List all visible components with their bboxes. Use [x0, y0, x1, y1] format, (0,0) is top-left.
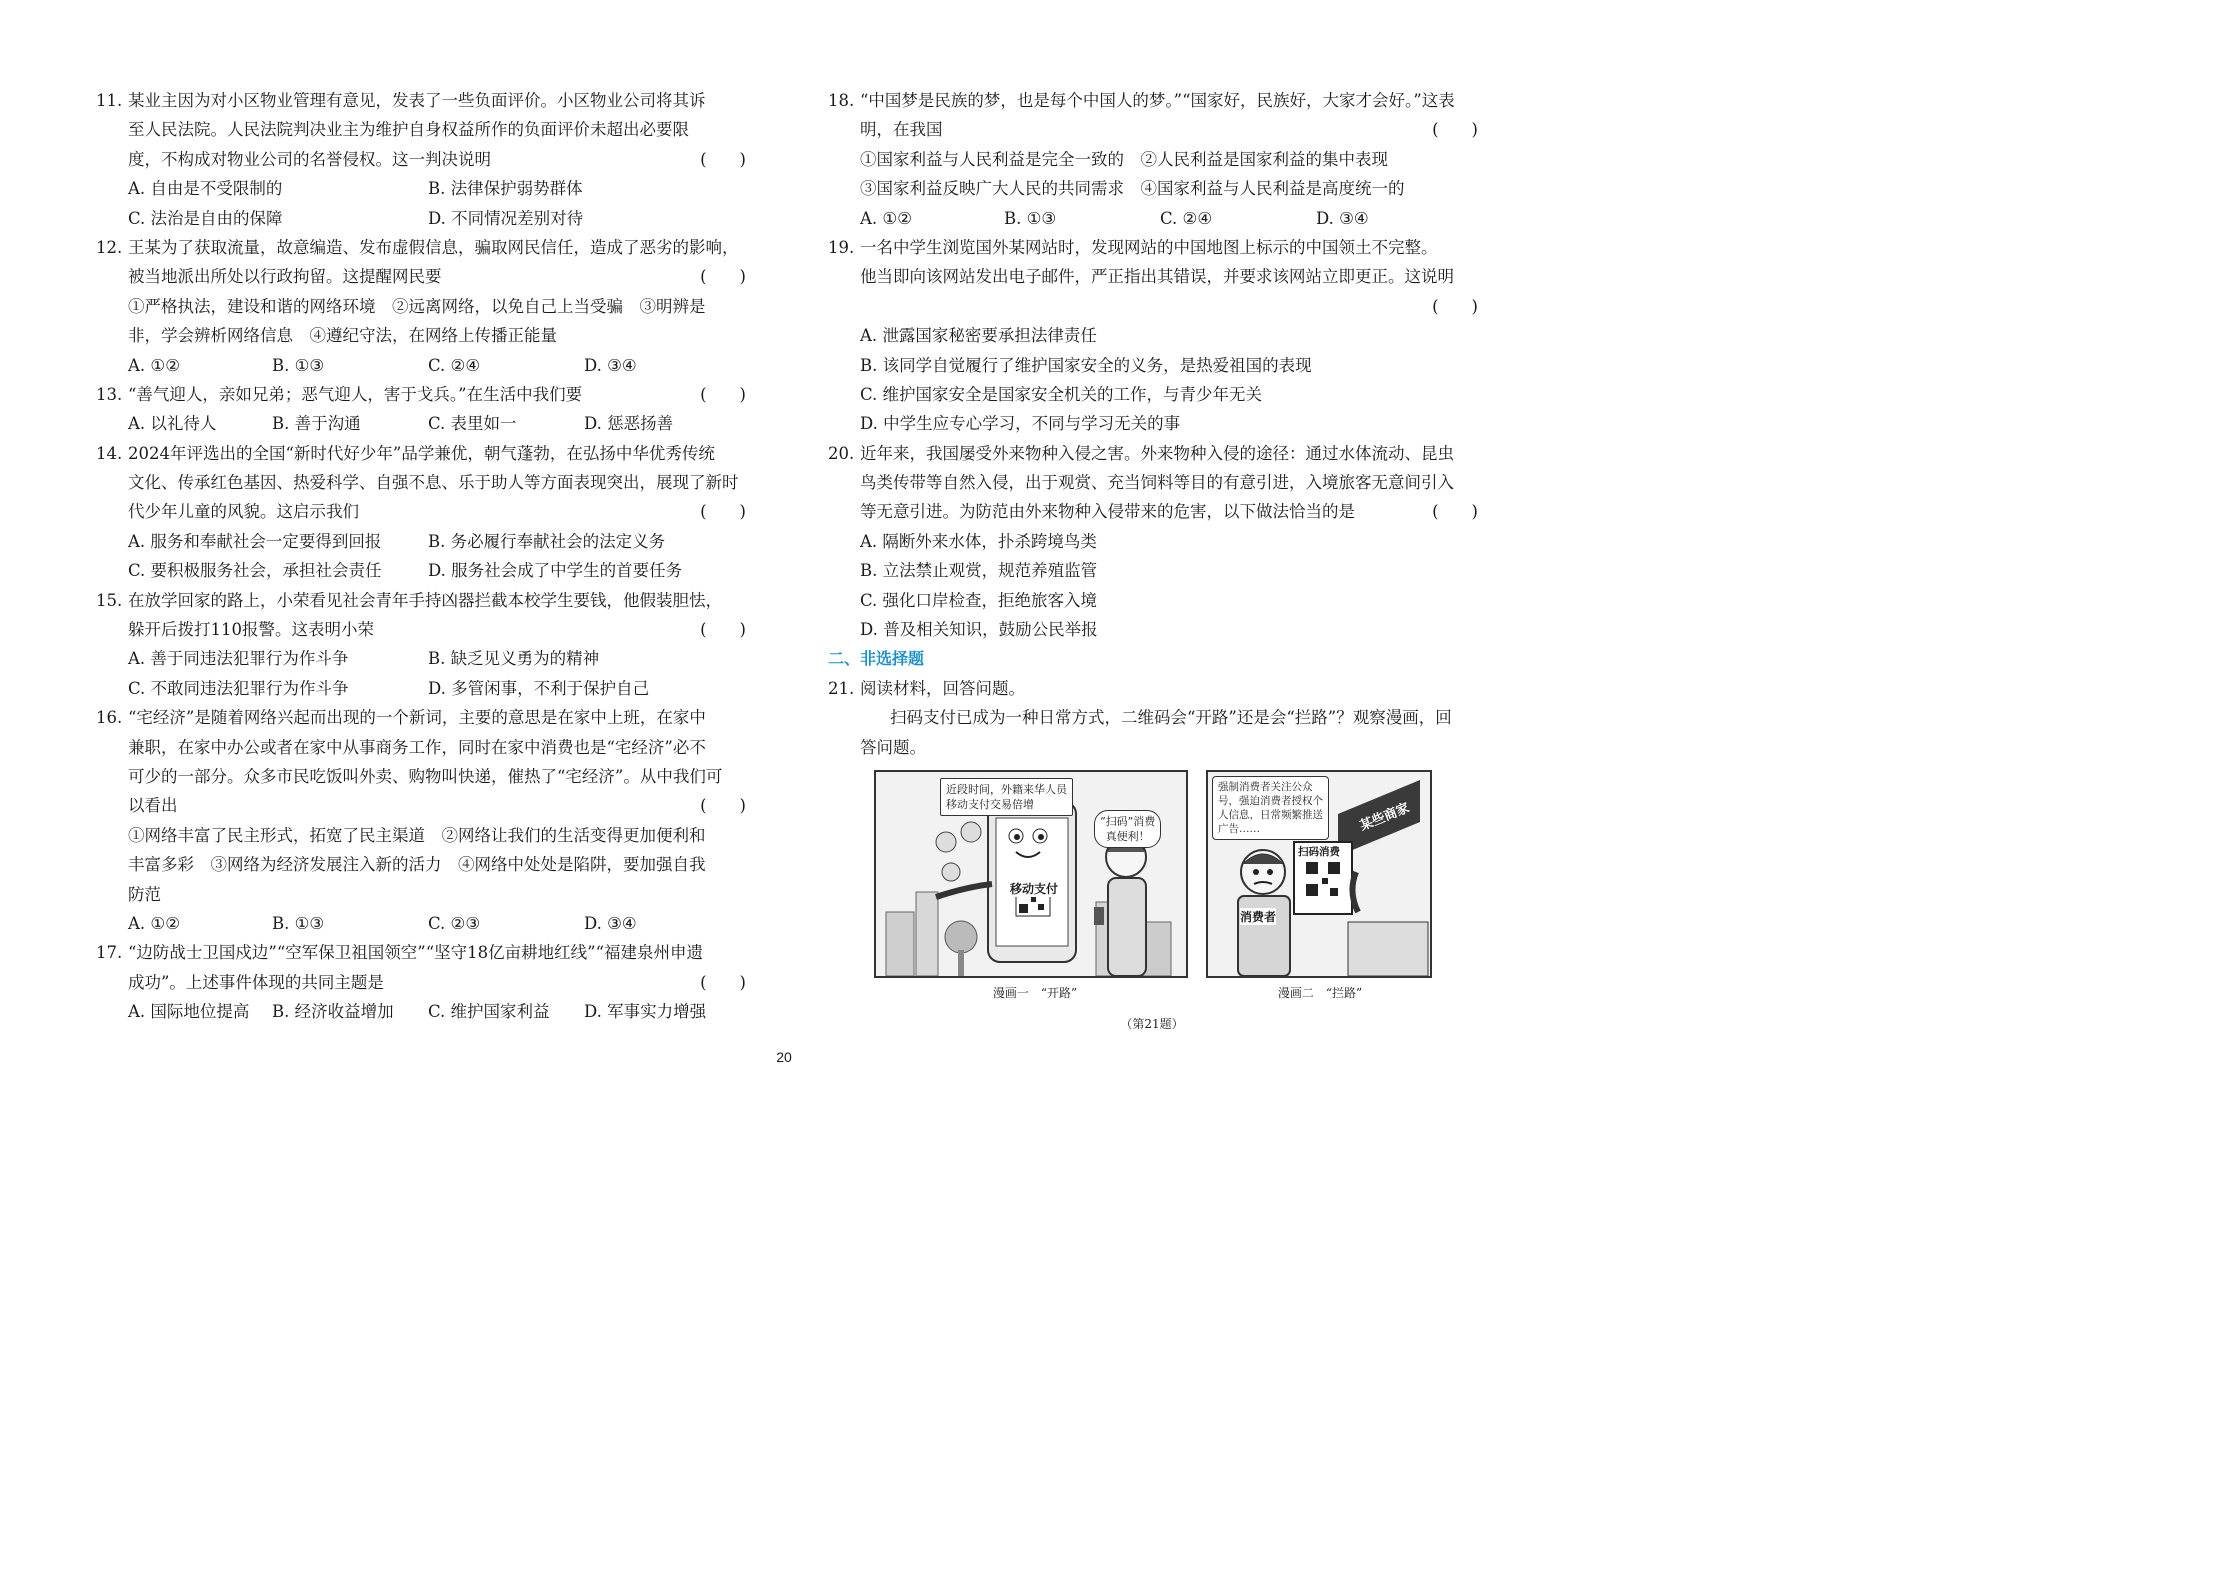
- q11-line-1: 11. 某业主因为对小区物业管理有意见，发表了一些负面评价。小区物业公司将其诉: [96, 86, 746, 115]
- q11-options-row-1: [96, 174, 746, 203]
- q20-line-1: 20. 近年来，我国屡受外来物种入侵之害。外来物种入侵的途径：通过水体流动、昆虫: [828, 439, 1478, 468]
- option-d[interactable]: D. 惩恶扬善: [584, 414, 674, 434]
- option-a[interactable]: A. ①②: [128, 355, 180, 375]
- answer-paren[interactable]: ( ): [1432, 502, 1478, 522]
- comic-one-kailu: [874, 770, 1188, 978]
- comic-two-caption: 漫画二 “拦路”: [1277, 986, 1363, 1000]
- q16-line-1: 16. “宅经济”是随着网络兴起而出现的一个新词，主要的意思是在家中上班，在家中: [96, 703, 746, 732]
- option-c[interactable]: C. 强化口岸检查，拒绝旅客入境: [860, 590, 1098, 610]
- answer-paren[interactable]: ( ): [700, 384, 746, 404]
- option-c[interactable]: C. 不敢同违法犯罪行为作斗争: [128, 678, 349, 698]
- right-column: 18. “中国梦是民族的梦，也是每个中国人的梦。”“国家好，民族好，大家才会好。”这表 明，在我国 ( ) ①国家利益与人民利益是完全一致的 ②人民利益是国家利益的集中表现 ③国家利益反映广大人民的共同需求 ④国家利益与人民利益是高度统一的 A. ①② B. ①③ C. ②④ D. ③④ 19. 一名中学生浏览国外某网站时，发现网站的中国地图上标示的中国领土不完整。 他当即向该网站发出电子邮件，严正指出其错误，并要求该网站立即更正。这说明 ( ) A. 泄露国家秘密要承担法律责任 B. 该同学自觉履行了维护国家安全的义务，是热爱祖国的表现 C. 维护国家安全是国家安全机关的工作，与青少年无关 D. 中学生应专心学习，不同与学习无关的事 20. 近年来，我国屡受外来物种入侵之害。外来物种入侵的途径：通过水体流动、昆虫 鸟类传带等自然入侵，出于观赏、充当饲料等目的有意引进，入境旅客无意间引入 等无意引进。为防范由外来物种入侵带来的危害，以下做法恰当的是 ( ) A. 隔断外来水体，扑杀跨境鸟类 B. 立法禁止观赏，规范养殖监管 C. 强化口岸检查，拒绝旅客入境 D. 普及相关知识，鼓励公民举报 二、非选择题 21. 阅读材料，回答问题。 扫码支付已成为一种日常方式，二维码会“开路”还是会“拦路”？观察漫画，回 答问题。: [828, 86, 1478, 762]
- option-b[interactable]: B. 立法禁止观赏，规范养殖监管: [860, 561, 1098, 581]
- option-d[interactable]: D. 不同情况差别对待: [428, 208, 584, 228]
- scan-label: 扫码消费: [1298, 846, 1340, 858]
- option-b[interactable]: B. ①③: [272, 913, 325, 933]
- option-d[interactable]: D. ③④: [584, 355, 637, 375]
- option-c[interactable]: C. 要积极服务社会，承担社会责任: [128, 561, 382, 581]
- q11-number: 11.: [96, 91, 123, 110]
- option-a[interactable]: A. 泄露国家秘密要承担法律责任: [860, 326, 1097, 346]
- answer-paren[interactable]: ( ): [1432, 296, 1478, 316]
- comic-one-caption-bubble: 近段时间，外籍来华人员 移动支付交易倍增: [940, 778, 1073, 816]
- option-c[interactable]: C. ②③: [428, 913, 481, 933]
- q12-number: 12.: [96, 237, 123, 257]
- q13-line-1: 13. “善气迎人，亲如兄弟；恶气迎人，害于戈兵。”在生活中我们要 ( ): [96, 380, 746, 409]
- q21-line-1: 21. 阅读材料，回答问题。: [828, 674, 1478, 703]
- option-b[interactable]: B. 善于沟通: [272, 414, 361, 434]
- option-a[interactable]: A. ①②: [860, 208, 912, 228]
- comic-two-lanlu: [1206, 770, 1432, 978]
- q14-line-1: 14. 2024年评选出的全国“新时代好少年”品学兼优，朝气蓬勃，在弘扬中华优秀传统: [96, 439, 746, 468]
- option-d[interactable]: D. 服务社会成了中学生的首要任务: [428, 561, 683, 581]
- option-b[interactable]: B. 法律保护弱势群体: [428, 179, 583, 199]
- option-a[interactable]: A. 隔断外来水体，扑杀跨境鸟类: [860, 531, 1097, 551]
- option-c[interactable]: C. ②④: [1160, 208, 1213, 228]
- option-a[interactable]: A. 以礼待人: [128, 414, 217, 434]
- figure-caption: （第21题）: [1120, 1017, 1184, 1031]
- q12-line-1: 12. 王某为了获取流量，故意编造、发布虚假信息，骗取网民信任，造成了恶劣的影响，: [96, 233, 746, 262]
- q12-options-row: [96, 351, 746, 380]
- option-a[interactable]: A. 国际地位提高: [128, 1002, 250, 1022]
- answer-paren[interactable]: ( ): [700, 972, 746, 992]
- answer-paren[interactable]: ( ): [1432, 120, 1478, 140]
- q18-number: 18.: [828, 91, 855, 110]
- answer-paren[interactable]: ( ): [700, 796, 746, 816]
- comic-one-speech-bubble: “扫码”消费 真便利！: [1094, 810, 1161, 848]
- q11-options-row-2: [96, 204, 746, 233]
- option-d[interactable]: D. 普及相关知识，鼓励公民举报: [860, 620, 1098, 640]
- option-d[interactable]: D. 多管闲事，不利于保护自己: [428, 678, 650, 698]
- option-c[interactable]: C. 法治是自由的保障: [128, 208, 283, 228]
- option-b[interactable]: B. ①③: [1004, 208, 1057, 228]
- phone-label: 移动支付: [1004, 880, 1064, 897]
- q21-number: 21.: [828, 678, 855, 698]
- q15-line-1: 15. 在放学回家的路上，小荣看见社会青年手持凶器拦截本校学生要钱，他假装胆怯，: [96, 586, 746, 615]
- option-b[interactable]: B. 该同学自觉履行了维护国家安全的义务，是热爱祖国的表现: [860, 355, 1312, 375]
- option-b[interactable]: B. 务必履行奉献社会的法定义务: [428, 531, 666, 551]
- q16-number: 16.: [96, 708, 123, 728]
- option-a[interactable]: A. 自由是不受限制的: [128, 179, 283, 199]
- q15-number: 15.: [96, 590, 123, 610]
- answer-paren[interactable]: ( ): [700, 267, 746, 287]
- option-c[interactable]: C. 维护国家安全是国家安全机关的工作，与青少年无关: [860, 384, 1263, 404]
- option-d[interactable]: D. ③④: [1316, 208, 1369, 228]
- comic-one-caption: 漫画一 “开路”: [992, 986, 1078, 1000]
- option-d[interactable]: D. 军事实力增强: [584, 1002, 707, 1022]
- option-c[interactable]: C. 表里如一: [428, 414, 517, 434]
- option-c[interactable]: C. 维护国家利益: [428, 1002, 550, 1022]
- answer-paren[interactable]: ( ): [700, 620, 746, 640]
- option-c[interactable]: C. ②④: [428, 355, 481, 375]
- q19-line-1: 19. 一名中学生浏览国外某网站时，发现网站的中国地图上标示的中国领土不完整。: [828, 233, 1478, 262]
- q20-number: 20.: [828, 443, 855, 463]
- shop-sign: 某些商家: [1357, 800, 1412, 835]
- option-a[interactable]: A. ①②: [128, 913, 180, 933]
- consumer-label: 消费者: [1240, 910, 1277, 924]
- option-d[interactable]: D. 中学生应专心学习，不同与学习无关的事: [860, 414, 1181, 434]
- section-title: 二、非选择题: [828, 649, 925, 669]
- q17-line-1: 17. “边防战士卫国戍边”“空军保卫祖国领空”“坚守18亿亩耕地红线”“福建泉州申遗: [96, 938, 746, 967]
- option-a[interactable]: A. 服务和奉献社会一定要得到回报: [128, 531, 382, 551]
- q17-number: 17.: [96, 943, 123, 963]
- q18-line-1: 18. “中国梦是民族的梦，也是每个中国人的梦。”“国家好，民族好，大家才会好。”这表: [828, 86, 1478, 115]
- left-column: 11. 某业主因为对小区物业管理有意见，发表了一些负面评价。小区物业公司将其诉 至人民法院。人民法院判决业主为维护自身权益所作的负面评价未超出必要限 度，不构成对物业公司的名誉侵权。这一判决说明 ( ) A. 自由是不受限制的 B. 法律保护弱势群体 C. 法治是自由的保障 D. 不同情况差别对待 12. 王某为了获取流量，故意编造、发布虚假信息，骗取网民信任，造成了恶劣的影响， 被当地派出所处以行政拘留。这提醒网民要 ( ) ①严格执法，建设和谐的网络环境 ②远离网络，以免自己上当受骗 ③明辨是 非，学会辨析网络信息 ④遵纪守法，在网络上传播正能量 A. ①② B. ①③ C. ②④ D. ③④ 13. “善气迎人，亲如兄弟；恶气迎人，害于戈兵。”在生活中我们要 ( ) A. 以礼待人 B. 善于沟通 C. 表里如一 D. 惩恶扬善 14. 2024年评选出的全国“新时代好少年”品学兼优，朝气蓬勃，在弘扬中华优秀传统 文化、传承红色基因、热爱科学、自强不息、乐于助人等方面表现突出，展现了新时 代少年儿童的风貌。这启示我们 ( ) A. 服务和奉献社会一定要得到回报 B. 务必履行奉献社会的法定义务 C. 要积极服务社会，承担社会责任 D. 服务社会成了中学生的首要任务 15. 在放学回家的路上，小荣看见社会青年手持凶器拦截本校学生要钱，他假装胆怯， 躲开后拨打110报警。这表明小荣 ( ) A. 善于同违法犯罪行为作斗争 B. 缺乏见义勇为的精神 C. 不敢同违法犯罪行为作斗争 D. 多管闲事，不利于保护自己 16. “宅经济”是随着网络兴起而出现的一个新词，主要的意思是在家中上班，在家中 兼职，在家中办公或者在家中从事商务工作，同时在家中消费也是“宅经济”必不 可少的一部分。众多市民吃饭叫外卖、购物叫快递，催热了“宅经济”。从中我们可 以看出 ( ) ①网络丰富了民主形式，拓宽了民主渠道 ②网络让我们的生活变得更加便利和 丰富多彩 ③网络为经济发展注入新的活力 ④网络中处处是陷阱，要加强自我 防范 A. ①② B. ①③ C. ②③ D. ③④ 17. “边防战士卫国戍边”“空军保卫祖国领空”“坚守18亿亩耕地红线”“福建泉州申遗 成功”。上述事件体现的共同主题是 ( ) A. 国际地位提高 B. 经济收益增加 C. 维护国家利益 D. 军事实力增强: [96, 86, 746, 1027]
- answer-paren[interactable]: ( ): [700, 502, 746, 522]
- comic-two-speech-bubble: 强制消费者关注公众 号，强迫消费者授权个 人信息，日常频繁推送 广告……: [1212, 776, 1329, 840]
- option-b[interactable]: B. ①③: [272, 355, 325, 375]
- answer-paren[interactable]: ( ): [700, 149, 746, 169]
- q19-number: 19.: [828, 237, 855, 257]
- option-b[interactable]: B. 缺乏见义勇为的精神: [428, 649, 600, 669]
- option-d[interactable]: D. ③④: [584, 913, 637, 933]
- option-a[interactable]: A. 善于同违法犯罪行为作斗争: [128, 649, 349, 669]
- q13-number: 13.: [96, 384, 123, 404]
- option-b[interactable]: B. 经济收益增加: [272, 1002, 394, 1022]
- q13-options-row: [96, 409, 746, 438]
- q14-number: 14.: [96, 443, 123, 463]
- page-number: 20: [776, 1049, 792, 1065]
